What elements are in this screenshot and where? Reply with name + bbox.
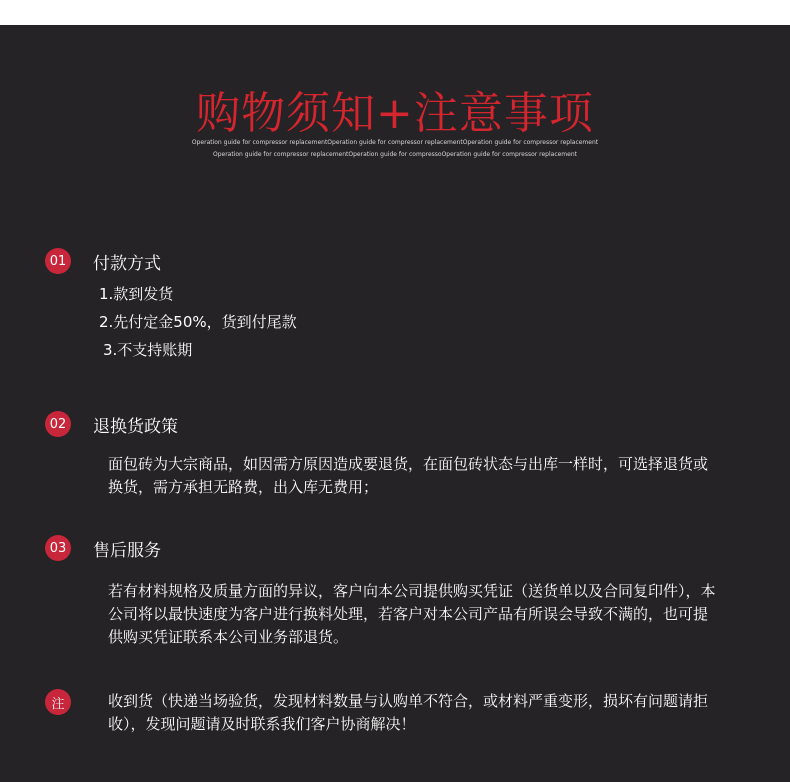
subtitle-line-2: Operation guide for compressor replacementOperation guide for compressoOperation guide for compressor replacement (212, 151, 577, 158)
section-badge-02: 02 (45, 411, 71, 437)
payment-line-3: 3.不支持账期 (103, 341, 193, 359)
note-badge: 注 (45, 689, 71, 715)
section-badge-01: 01 (45, 248, 71, 274)
section-badge-03: 03 (45, 535, 71, 561)
section-heading-return-policy: 退换货政策 (93, 417, 178, 437)
section-heading-after-sales: 售后服务 (93, 541, 161, 561)
after-sales-text: 若有材料规格及质量方面的异议，客户向本公司提供购买凭证（送货单以及合同复印件），本公司将以最快速度为客户进行换料处理，若客户对本公司产品有所误会导致不满的，也可提供购买凭证联系本公司业务部退货。 (108, 582, 716, 646)
return-policy-text: 面包砖为大宗商品，如因需方原因造成要退货，在面包砖状态与出库一样时，可选择退货或换货，需方承担无路费，出入库无费用； (108, 455, 709, 496)
page-title: 购物须知+注意事项 (196, 88, 594, 139)
payment-line-2: 2.先付定金50%，货到付尾款 (99, 313, 297, 331)
subtitle-line-1: Operation guide for compressor replacementOperation guide for compressor replacementOperation guide for compressor replacement (191, 139, 599, 146)
note-text: 收到货（快递当场验货，发现材料数量与认购单不符合，或材料严重变形，损坏有问题请拒收），发现问题请及时联系我们客户协商解决！ (108, 692, 709, 733)
notice-panel (0, 25, 790, 782)
payment-line-1: 1.款到发货 (99, 285, 174, 303)
section-heading-payment: 付款方式 (93, 254, 161, 274)
